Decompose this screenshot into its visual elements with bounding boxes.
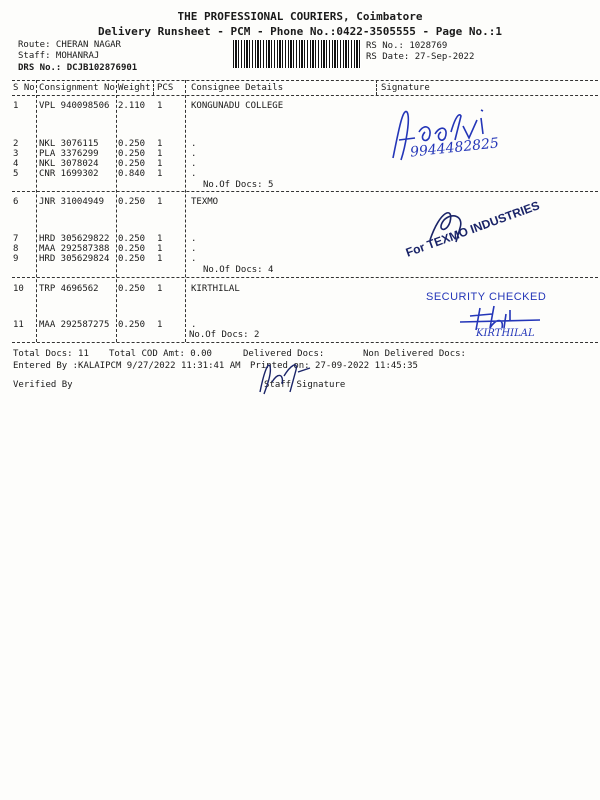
table-row: 8 MAA 292587388 0.250 1 . xyxy=(13,244,197,254)
divider xyxy=(12,191,598,192)
staff-signature-scribble xyxy=(254,352,324,402)
docs-count: No.Of Docs: 4 xyxy=(203,265,274,275)
table-row: 1 VPL 940098506 2.110 1 KONGUNADU COLLEGE xyxy=(13,101,284,111)
column-line xyxy=(376,80,377,95)
col-weight: Weight xyxy=(118,83,151,93)
non-delivered-docs: Non Delivered Docs: xyxy=(363,349,466,359)
rs-number: RS No.: 1028769 xyxy=(366,41,448,51)
col-sno: S No xyxy=(13,83,35,93)
barcode xyxy=(233,40,361,68)
table-row: 6 JNR 31004949 0.250 1 TEXMO xyxy=(13,197,219,207)
total-docs: Total Docs: 11 xyxy=(13,349,89,359)
column-line xyxy=(116,80,117,342)
table-row: 7 HRD 305629822 0.250 1 . xyxy=(13,234,197,244)
col-consignment: Consignment No xyxy=(39,83,115,93)
staff-label: Staff: MOHANRAJ xyxy=(18,51,100,61)
security-checked-stamp: SECURITY CHECKED xyxy=(426,291,547,303)
column-line xyxy=(153,80,154,95)
rs-date: RS Date: 27-Sep-2022 xyxy=(366,52,475,62)
delivered-docs: Delivered Docs: xyxy=(243,349,325,359)
docs-count: No.Of Docs: 5 xyxy=(203,180,274,190)
route-label: Route: CHERAN NAGAR xyxy=(18,40,121,50)
total-cod: Total COD Amt: 0.00 xyxy=(109,349,212,359)
table-row: 11 MAA 292587275 0.250 1 . xyxy=(13,320,197,330)
security-sign-name: KIRTHILAL xyxy=(476,328,535,339)
table-row: 5 CNR 1699302 0.840 1 . xyxy=(13,169,197,179)
col-pcs: PCS xyxy=(157,83,174,93)
table-row: 9 HRD 305629824 0.250 1 . xyxy=(13,254,197,264)
texmo-stamp: For TEXMO INDUSTRIES xyxy=(403,198,542,260)
texmo-signature xyxy=(420,200,480,250)
consignee-name: KONGUNADU COLLEGE xyxy=(191,101,284,111)
col-signature: Signature xyxy=(381,83,430,93)
table-row: 3 PLA 3376299 0.250 1 . xyxy=(13,149,197,159)
column-line xyxy=(185,80,186,342)
printed-on: Printed on: 27-09-2022 11:45:35 xyxy=(250,361,418,371)
divider xyxy=(12,80,598,81)
consignee-name: KIRTHILAL xyxy=(191,284,240,294)
handwritten-phone: 9944482825 xyxy=(409,135,500,161)
column-line xyxy=(36,80,37,342)
runsheet-title: Delivery Runsheet - PCM - Phone No.:0422-3505555 - Page No.:1 xyxy=(98,25,502,38)
consignee-name: TEXMO xyxy=(191,197,219,207)
divider xyxy=(12,95,598,96)
company-name: THE PROFESSIONAL COURIERS, Coimbatore xyxy=(177,10,423,23)
docs-count: No.Of Docs: 2 xyxy=(189,330,260,340)
divider xyxy=(12,277,598,278)
table-row: 2 NKL 3076115 0.250 1 . xyxy=(13,139,197,149)
col-consignee: Consignee Details xyxy=(191,83,284,93)
table-header xyxy=(0,83,600,94)
staff-signature-label: Staff Signature xyxy=(264,380,346,390)
table-row: 4 NKL 3078024 0.250 1 . xyxy=(13,159,197,169)
table-row: 10 TRP 4696562 0.250 1 KIRTHILAL xyxy=(13,284,240,294)
verified-by: Verified By xyxy=(13,380,73,390)
drs-number: DRS No.: DCJB102876901 xyxy=(18,63,138,73)
entered-by: Entered By :KALAIPCM 9/27/2022 11:31:41 AM xyxy=(13,361,241,371)
